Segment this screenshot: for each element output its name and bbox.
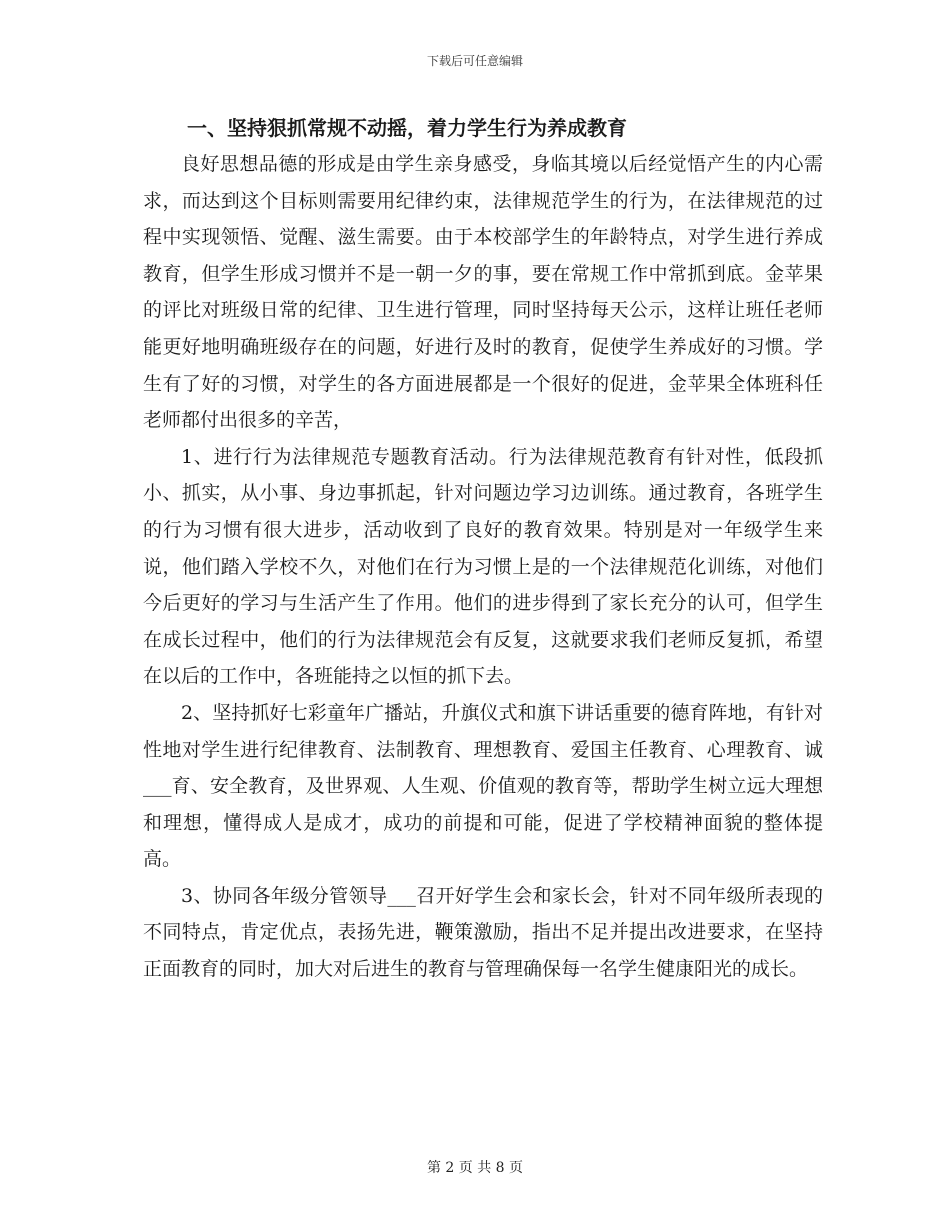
- paragraph-item-1: 1、进行行为法律规范专题教育活动。行为法律规范教育有针对性，低段抓小、抓实，从小事、身边事抓起，针对问题边学习边训练。通过教育，各班学生的行为习惯有很大进步，活动收到了良好的教育效果。特别是对一年级学生来说，他们踏入学校不久，对他们在行为习惯上是的一个法律规范化训练，对他们今后更好的学习与生活产生了作用。他们的进步得到了家长充分的认可，但学生在成长过程中，他们的行为法律规范会有反复，这就要求我们老师反复抓，希望在以后的工作中，各班能持之以恒的抓下去。: [143, 445, 823, 688]
- page-footer: 第 2 页 共 8 页: [426, 1160, 524, 1176]
- paragraph-item-3: 3、协同各年级分管领导___召开好学生会和家长会，针对不同年级所表现的不同特点，肯定优点，表扬先进，鞭策激励，指出不足并提出改进要求，在坚持正面教育的同时，加大对后进生的教育与管理确保每一名学生健康阳光的成长。: [143, 884, 823, 981]
- document-body: [143, 110, 823, 988]
- header-note: 下载后可任意编辑: [426, 54, 523, 68]
- paragraph-item-2: 2、坚持抓好七彩童年广播站，升旗仪式和旗下讲话重要的德育阵地，有针对性地对学生进行纪律教育、法制教育、理想教育、爱国主任教育、心理教育、诚___育、安全教育，及世界观、人生观、价值观的教育等，帮助学生树立远大理想和理想，懂得成人是成才，成功的前提和可能，促进了学校精神面貌的整体提高。: [143, 701, 823, 871]
- paragraph-intro: 良好思想品德的形成是由学生亲身感受，身临其境以后经觉悟产生的内心需求，而达到这个目标则需要用纪律约束，法律规范学生的行为，在法律规范的过程中实现领悟、觉醒、滋生需要。由于本校部学生的年龄特点，对学生进行养成教育，但学生形成习惯并不是一朝一夕的事，要在常规工作中常抓到底。金苹果的评比对班级日常的纪律、卫生进行管理，同时坚持每天公示，这样让班任老师能更好地明确班级存在的问题，好进行及时的教育，促使学生养成好的习惯。学生有了好的习惯，对学生的各方面进展都是一个很好的促进，金苹果全体班科任老师都付出很多的辛苦，: [143, 153, 823, 432]
- section-heading: 一、坚持狠抓常规不动摇，着力学生行为养成教育: [187, 116, 627, 140]
